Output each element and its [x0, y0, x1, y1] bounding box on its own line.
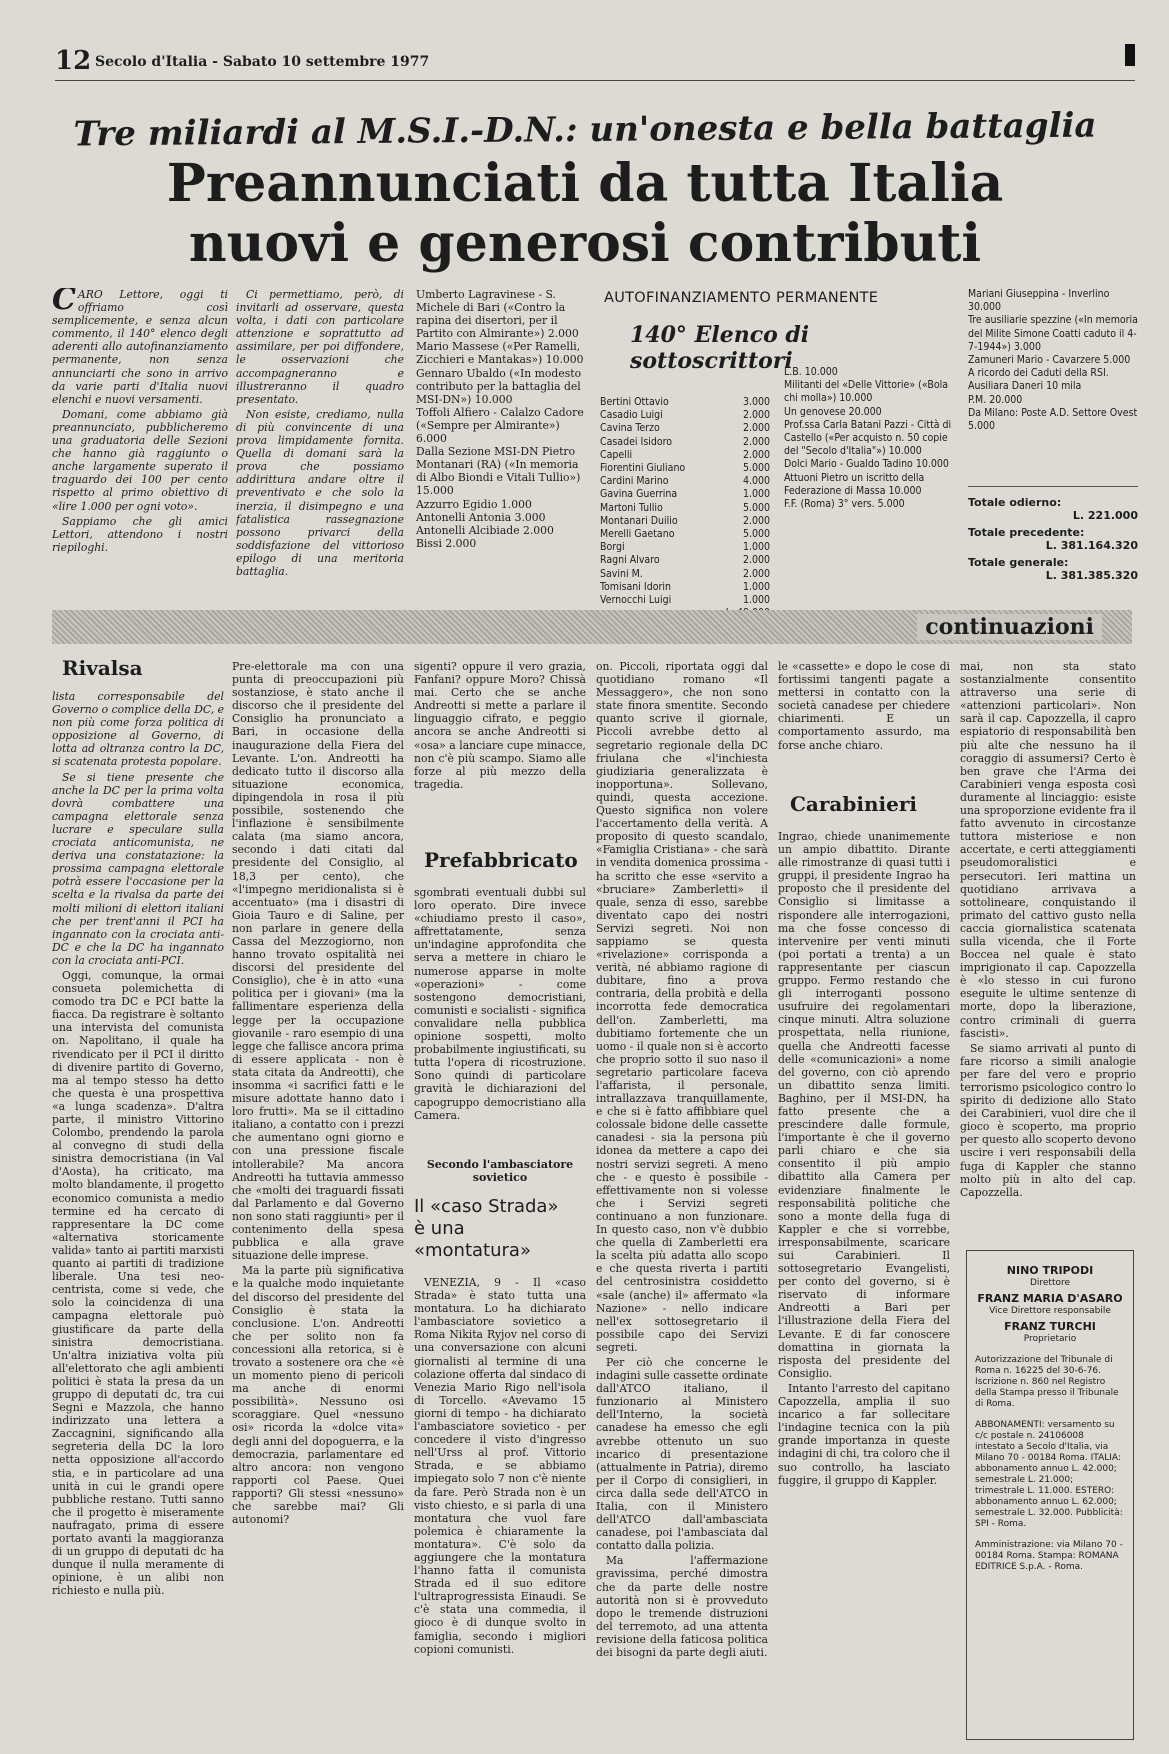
- subscribers-list-a: [600, 396, 770, 620]
- list-item: Casadio Luigi 2.000: [600, 409, 770, 422]
- article-paragraph: Per ciò che concerne le indagini sulle cassette ordinate dall'ATCO italiano, il funzionario al Ministero dell'Interno, la società canadese ha emesso che egli avrebbe ottenuto un suo incarico di presentazione (attualmente in Patria), diremo per il Corpo di consiglieri, in circa dalla sede dell'ATCO in Italia, con il Ministero dell'ATCO dall'ambasciata canadese, poi l'ambasciata dal contatto dalla polizia.: [596, 1355, 768, 1553]
- director-name: NINO TRIPODI: [1006, 1264, 1094, 1277]
- article-paragraph: Se siamo arrivati al punto di fare ricorso a simili analogie per fare del vero e proprio terrorismo psicologico contro lo spirito di dedizione allo Stato dei Carabinieri, vuol dire che il gioco è scoperto, ma proprio per questo allo scoperto devono uscire i veri responsabili della fuga di Kappler che stanno molto più in alto del cap. Capozzella.: [960, 1041, 1136, 1199]
- list-item: Da Milano: Poste A.D. Settore Ovest 5.000: [968, 406, 1138, 433]
- subscribers-list-b: [784, 366, 958, 511]
- article-paragraph: Pre-elettorale ma con una punta di preoccupazioni più sostanziose, è stato anche il discorso che il presidente del Consiglio ha pronunciato a Bari, in occasione della inaugurazione della Fiera del Levante. L'on. Andreotti ha dedicato tutto il discorso alla situazione economica, dipingendola in rosa il più possibile, sostenendo che l'inflazione è sensibilmente calata (ma siamo ancora, secondo i dati citati dal presidente del Consiglio, al 18,3 per cento), che «l'impegno meridionalista si è accentuato» (ma i disastri di Gioia Tauro e di Saline, per non parlare in genere della Cassa del Mezzogiorno, non hanno trovato ospitalità nei discorsi del presidente del Consiglio), che è in atto «una politica per i giovani» (ma la fallimentare esperienza della legge per la occupazione giovanile - raro esempio di una legge che fallisce ancora prima di essere applicata - non è stata citata da Andreotti), che insomma «i sacrifici fatti e le misure adottate hanno dato i loro frutti». Ma se il cittadino italiano, a contatto con i prezzi che aumentano ogni giorno e con una pressione fiscale intollerabile? Ma ancora Andreotti ha tuttavia ammesso che «molti dei traguardi fissati dal Parlamento e dal Governo non sono stati raggiunti» per il contenimento della spesa pubblica e alla grave situazione delle imprese.: [232, 660, 404, 1263]
- list-item: Cavina Terzo 2.000: [600, 422, 770, 435]
- section-label: AUTOFINANZIAMENTO PERMANENTE: [604, 290, 879, 306]
- intro-paragraph: Non esiste, crediamo, nulla di più convincente di una prova limpidamente fornita. Quella di domani sarà la prova che possiamo addirittura andare oltre il preventivato e che solo la inerzia, il disimpegno e una fatalistica rassegnazione possono privarci della soddisfazione del vittorioso epilogo di una meritoria battaglia.: [236, 407, 404, 578]
- list-item: F.F. (Roma) 3° vers. 5.000: [784, 498, 905, 511]
- continuations-label: continuazioni: [917, 614, 1102, 640]
- article-paragraph: Se si tiene presente che anche la DC per la prima volta dovrà combattere una campagna elettorale senza lucrare e speculare sulla crociata anticomunista, ne deriva una constatazione: la prossima campagna elettorale potrà essere l'occasione per la scelta e la rivalsa da parte dei molti milioni di elettori italiani che per trent'anni il PCI ha ingannato con la crociata anti-DC e che la DC ha ingannato con la crociata anti-PCI.: [52, 770, 224, 967]
- intro-paragraph: ARO Lettore, oggi ti offriamo così semplicemente, e senza alcun commento, il 140° elenco degli aderenti allo autofinanziamento permanente, non senza annunciarti che sono in arrivo da varie parti d'Italia nuovi elenchi e nuovi versamenti.: [52, 288, 228, 406]
- article-paragraph: le «cassette» e dopo le cose di fortissimi tangenti pagate a mettersi in contatto con la società canadese per chiedere chiarimenti. E un comportamento assurdo, ma forse anche chiaro.: [778, 660, 950, 752]
- list-item: Ragni Alvaro 2.000: [600, 554, 770, 567]
- intro-column-2: [236, 288, 404, 608]
- list-item: L.B. 10.000: [784, 366, 838, 378]
- col3-top: [414, 660, 586, 830]
- dropcap: C: [52, 288, 76, 317]
- zamberletti-column: [596, 660, 768, 1740]
- capozzella-column: [960, 660, 1136, 1220]
- list-item: Gavina Guerrina 1.000: [600, 488, 770, 501]
- list-item: Montanari Duilio 2.000: [600, 514, 770, 527]
- article-paragraph: VENEZIA, 9 - Il «caso Strada» è stato tutta una montatura. Lo ha dichiarato l'ambasciatore sovietico a Roma Nikita Ryjov nel corso di una conversazione con alcuni giornalisti al termine di una colazione offerta dal sindaco di Venezia Mario Rigo nell'isola di Torcello. «Avevamo 15 giorni di tempo - ha dichiarato l'ambasciatore sovietico - per concedere il visto d'ingresso nell'Urss al prof. Vittorio Strada, e se abbiamo impiegato solo 7 non c'è niente da fare. Però Strada non è un visto chiesto, e si parla di una montatura che vuol fare polemica è chiaramente la montatura». C'è solo da aggiungere che la montatura l'hanno fatta il comunista Strada ed il suo editore l'ultraprogressista Einaudi. Se c'è stata una commedia, il gioco è di dunque svolto in famiglia, secondo i migliori copioni comunisti.: [414, 1276, 586, 1656]
- list-item: Attuoni Pietro un iscritto della Federazione di Massa 10.000: [784, 471, 925, 497]
- rivalsa-title: Rivalsa: [62, 656, 143, 680]
- continuations-band: [52, 610, 1132, 644]
- intro-paragraph: Ci permettiamo, però, di invitarli ad osservare, questa volta, i dati con particolare attenzione e soprattutto ad assimilare, per poi diffondere, le osservazioni che accompagneranno e illustreranno il quadro presentato.: [236, 288, 404, 406]
- article-paragraph: Ma la parte più significativa e la qualche modo inquietante del discorso del presidente del Consiglio è stata la conclusione. L'on. Andreotti che per solito non fa concessioni alla retorica, si è trovato a sostenere ora che «è un momento pieno di pericoli ma anche di enormi possibilità». Nessuno osi scoraggiare. Quel «nessuno osi» ricorda la «dolce vita» degli anni del dopoguerra, e la democrazia, parlamentare ed altro ancora: non vengono rapporti col Paese. Quei rapporti? Gli stessi «nessuno» che sarebbe mai? Gli autonomi?: [232, 1264, 404, 1527]
- list-item: Capelli 2.000: [600, 448, 770, 461]
- article-paragraph: Ma l'affermazione gravissima, perché dimostra che da parte delle nostre autorità non si è provveduto dopo le tremende distruzioni del terremoto, ad una attenta revisione della faticosa politica dei bisogni da parte degli aiuti.: [596, 1554, 768, 1660]
- colophon-box: [966, 1250, 1134, 1740]
- director-role: Direttore: [1029, 1278, 1071, 1288]
- colophon-administration: Amministrazione: via Milano 70 - 00184 Roma. Stampa: ROMANA EDITRICE S.p.A. - Roma.: [975, 1540, 1123, 1572]
- andreotti-column: [232, 660, 404, 1740]
- list-item: A ricordo dei Caduti della RSI. Ausiliara Daneri 10 mila: [968, 367, 1109, 393]
- totals-rule: [968, 486, 1138, 487]
- list-item: Un genovese 20.000: [784, 405, 882, 418]
- list-item: Casadei Isidoro 2.000: [600, 435, 770, 448]
- article-paragraph: sgombrati eventuali dubbi sul loro operato. Dire invece «chiudiamo presto il caso», affrettatamente, senza un'indagine approfondita che serva a mettere in chiaro le numerose apparse in molte «operazioni» - come sostengono democristiani, comunisti e socialisti - significa convalidare nella pubblica opinione sospetti, molto probabilmente ingiustificati, su tutta l'opera di ricostruzione. Sono quindi di particolare gravità le dichiarazioni del capogruppo democristiano alla Camera.: [414, 886, 586, 1122]
- total-today-label: Totale odierno:: [968, 496, 1062, 509]
- page-header: [55, 46, 1135, 76]
- list-item: Savini M. 2.000: [600, 567, 770, 580]
- list-item: Prof.ssa Carla Batani Pazzi - Città di Castello («Per acquisto n. 50 copie del "Secolo d'Italia"») 10.000: [784, 418, 952, 458]
- article-paragraph: mai, non sta stato sostanzialmente consentito attraverso una serie di «attenzioni particolari». Non sarà il cap. Capozzella, il capro espiatorio di responsabilità ben più alte che nessuno ha il coraggio di assumersi? Certo è ben grave che l'Arma dei Carabinieri venga esposta così duramente al linciaggio: esiste una sproporzione evidente fra il fatto avvenuto in circostanze tuttora misteriose e non accertate, e certi atteggiamenti pseudomoralistici e persecutori. Ieri mattina un quotidiano arrivava a sottolineare, conquistando il primato del cattivo gusto nella caccia giornalistica scatenata sulla vicenda, che il Forte Boccea nel quale è stato imprigionato il cap. Capozzella è «lo stesso in cui furono eseguite le ultime sentenze di morte, dopo la liberazione, contro criminali di guerra fascisti».: [960, 660, 1136, 1040]
- intro-paragraph: Sappiamo che gli amici Lettori, attendono i nostri riepiloghi.: [52, 514, 228, 554]
- article-paragraph: on. Piccoli, riportata oggi dal quotidiano romano «Il Messaggero», che non sono state finora smentite. Secondo quanto scrive il giornale, Piccoli avrebbe detto al segretario regionale della DC friulana che «l'inchiesta giudiziaria generalizzata è inopportuna». Sollevano, quindi, questa accezione. Questo significa non volere l'accertamento della verità. A proposito di questo scandalo, «Famiglia Cristiana» - che sarà in vendita domenica prossima - ha scritto che esse «servito a «bruciare» Zamberletti» il quale, senza di esso, sarebbe diventato capo dei nostri Servizi segreti. Noi non sappiamo se questa «rivelazione» corrisponda a verità, né abbiamo ragione di dubitare, fino a prova contraria, della probità e della incorrotta fede democratica dell'on. Zamberletti, ma dubitiamo fortemente che un uomo - il quale non si è accorto che proprio sotto il suo naso il segretario particolare faceva l'affarista, il personale, intrallazzava tranquillamente, e che si è fatto affibbiare quel colossale bidone delle cassette canadesi - sia la persona più idonea da mettere a capo dei nostri servizi segreti. A meno che - e questo è possibile - effettivamente non si volesse che i Servizi segreti continuano a non funzionare. In questo caso, non v'è dubbio che quella di Zamberletti era la scelta più adatta allo scopo e che questa riverta i partiti del centrosinistra cosiddetto «sale (anche) il» affermato «la Nazione» - nello indicare nell'ex sottosegretario il possibile capo dei Servizi segreti.: [596, 660, 768, 1354]
- col5-top: [778, 660, 950, 780]
- vicedirector-name: FRANZ MARIA D'ASARO: [977, 1292, 1123, 1305]
- list-item: Militanti del «Delle Vittorie» («Bola chi molla») 10.000: [784, 379, 949, 405]
- donors-column: [416, 288, 584, 608]
- donor-entry: Antonelli Antonia 3.000: [416, 510, 546, 524]
- subscribers-list-c: [968, 288, 1138, 433]
- article-paragraph: Intanto l'arresto del capitano Capozzella, amplia il suo incarico a far sollecitare l'indagine tecnica con la più grande importanza in queste indagini di chi, tra coloro che il suo controllo, ha lasciato fuggire, il gruppo di Kappler.: [778, 1381, 950, 1487]
- prefabbricato-column: [414, 886, 586, 1142]
- list-item: Cardini Marino 4.000: [600, 475, 770, 488]
- page-number: 12: [55, 46, 92, 76]
- list-item: Vernocchi Luigi 1.000: [600, 594, 770, 607]
- total-previous-value: L. 381.164.320: [1045, 539, 1138, 552]
- list-item: Tomisani Idorin 1.000: [600, 580, 770, 593]
- donor-entry: Toffoli Alfiero - Calalzo Cadore («Sempre per Almirante») 6.000: [416, 405, 584, 446]
- header-rule: [55, 80, 1135, 81]
- list-item: Tre ausiliarie spezzine («In memoria del Milite Simone Coatti caduto il 4-7-1944») 3.000: [968, 314, 1138, 353]
- corner-mark: [1125, 44, 1135, 66]
- donor-entry: Mario Massese («Per Ramelli, Zicchieri e Mantakas») 10.000: [416, 340, 584, 367]
- headline-kicker: Tre miliardi al M.S.I.-D.N.: un'onesta e bella battaglia: [73, 105, 1097, 155]
- donor-entry: Gennaro Ubaldo («In modesto contributo per la battaglia del MSI-DN») 10.000: [416, 366, 582, 406]
- headline-title-line2: nuovi e generosi contributi: [188, 213, 982, 274]
- strada-title: Il «caso Strada» è una «montatura»: [414, 1196, 559, 1261]
- donor-entry: Antonelli Alcibiade 2.000: [416, 523, 554, 537]
- carabinieri-title: Carabinieri: [790, 792, 917, 816]
- list-item: Martoni Tullio 5.000: [600, 501, 770, 514]
- intro-column-1: [52, 288, 228, 608]
- article-paragraph: Oggi, comunque, la ormai consueta polemichetta di comodo tra DC e PCI batte la fiacca. Da registrare è soltanto una intervista del comunista on. Napolitano, il quale ha rivendicato per il PCI il diritto di divenire partito di Governo, ma al tempo stesso ha detto che questa è una prospettiva «a lunga scadenza». D'altra parte, il ministro Vittorino Colombo, prendendo la parola al convegno di studi della sinistra democristiana (in Val d'Aosta), ha criticato, ma molto blandamente, il progetto economico comunista a medio termine ed ha cercato di rappresentare la DC come «alternativa storicamente valida» tanto ai partiti marxisti quanto ai partiti di tradizione liberale. Una tesi neo-centrista, come si vede, che solo la coincidenza di una campagna elettorale può giustificare da parte della sinistra democristiana. Un'altra iniziativa volta più all'elettorato che agli ambienti politici è stata la presa da un gruppo di deputati dc, tra cui Segni e Mazzola, che hanno indirizzato una lettera a Zaccagnini, significando alla segreteria della DC la loro netta opposizione all'accordo stia, e in particolare ad una unità in cui le grandi opere pubbliche restano. Tutti sanno che il progetto è miseramente naufragato, prima di essere portato avanti la maggioranza di un gruppo di deputati dc ha dunque il nulla meramente di opinione, è un alibi non richiesto e nulla più.: [52, 968, 224, 1598]
- donor-entry: Umberto Lagravinese - S. Michele di Bari («Contro la rapina dei disertori, per il Partito con Almirante») 2.000: [416, 288, 579, 341]
- list-subtitle: 140° Elenco di sottoscrittori: [630, 322, 810, 374]
- list-item: Borgi 1.000: [600, 541, 770, 554]
- list-item: Fiorentini Giuliano 5.000: [600, 462, 770, 475]
- rivalsa-column: [52, 690, 224, 1740]
- donor-entry: Azzurro Egidio 1.000: [416, 497, 532, 511]
- intro-paragraph: Domani, come abbiamo già preannunciato, pubblicheremo una graduatoria delle Sezioni che hanno già raggiunto o anche largamente superato il traguardo dei 100 per cento rispetto al primo obiettivo di «lire 1.000 per ogni voto».: [52, 407, 228, 513]
- list-item: Merelli Gaetano 5.000: [600, 528, 770, 541]
- total-general-label: Totale generale:: [968, 556, 1069, 569]
- vicedirector-role: Vice Direttore responsabile: [989, 1306, 1111, 1316]
- colophon-registration: Autorizzazione del Tribunale di Roma n. 16225 del 30-6-76. Iscrizione n. 860 nel Registro della Stampa presso il Tribunale di Roma.: [975, 1355, 1119, 1409]
- article-paragraph: Ingrao, chiede unanimemente un ampio dibattito. Dirante alle rimostranze di quasi tutti i gruppi, il presidente Ingrao ha proposto che il presidente del Consiglio si limitasse a rispondere alle interrogazioni, ma che fosse concesso di intervenire per venti minuti (poi portati a trenta) a un rappresentante per ciascun gruppo. Fermo restando che gli interroganti possono usufruire dei regolamentari cinque minuti. Altra soluzione prospettata, nella riunione, quella che Andreotti facesse delle «comunicazioni» a nome del governo, con ciò aprendo un dibattito senza limiti. Baghino, per il MSI-DN, ha fatto presente che a prescindere dalle formule, l'importante è che il governo parli chiaro e che sia consentito il più ampio dibattito alla Camera per evidenziare finalmente le responsabilità politiche che sono a monte della fuga di Kappler e che si vorrebbe, irresponsabilmente, scaricare sui Carabinieri. Il sottosegretario Evangelisti, per conto del governo, si è riservato di informare Andreotti a Bari per l'illustrazione della Fiera del Levante. E di far conoscere domattina in giornata la risposta del presidente del Consiglio.: [778, 830, 950, 1380]
- strada-column: [414, 1276, 586, 1740]
- totals-block: [968, 496, 1138, 582]
- headline-title-line1: Preannunciati da tutta Italia: [166, 153, 1004, 214]
- carabinieri-column: [778, 830, 950, 1740]
- list-item: P.M. 20.000: [968, 393, 1023, 406]
- article-paragraph: sigenti? oppure il vero grazia, Fanfani? oppure Moro? Chissà mai. Certo che se anche Andreotti si mette a parlare il linguaggio cifrato, e peggio ancora se anche Andreotti si «osa» a lanciare cupe minacce, non c'è più scampo. Siamo alle forze al più mezzo della tragedia.: [414, 660, 586, 791]
- list-item: Zamuneri Mario - Cavarzere 5.000: [968, 354, 1131, 367]
- editor-role: Proprietario: [1023, 1334, 1077, 1344]
- total-general-value: L. 381.385.320: [1045, 569, 1138, 582]
- list-item: Dolci Mario - Gualdo Tadino 10.000: [784, 458, 949, 471]
- total-today-value: L. 221.000: [1072, 509, 1138, 522]
- strada-kicker: Secondo l'ambasciatore sovietico: [426, 1158, 574, 1185]
- donor-entry: Dalla Sezione MSI-DN Pietro Montanari (RA) («In memoria di Albo Biondi e Vitali Tullio») 15.000: [416, 445, 581, 498]
- masthead: Secolo d'Italia - Sabato 10 settembre 1977: [95, 54, 430, 70]
- editor-name: FRANZ TURCHI: [1004, 1320, 1096, 1333]
- prefabbricato-title: Prefabbricato: [424, 848, 578, 872]
- total-previous-label: Totale precedente:: [968, 526, 1085, 539]
- list-item: Bertini Ottavio 3.000: [600, 396, 770, 408]
- donor-entry: Bissi 2.000: [416, 536, 477, 550]
- colophon-subscriptions: ABBONAMENTI: versamento su c/c postale n. 24106008 intestato a Secolo d'Italia, via Milano 70 - 00184 Roma. ITALIA: abbonamento annuo L. 42.000; semestrale L. 21.000; trimestrale L. 11.000. ESTERO: abbonamento annuo L. 62.000; semestrale L. 32.000. Pubblicità: SPI - Roma.: [975, 1420, 1123, 1529]
- article-paragraph: lista corresponsabile del Governo o complice della DC, e non più come forza politica di opposizione al Governo, di lotta ad oltranza contro la DC, si scatenata protesta popolare.: [52, 690, 224, 769]
- list-item: Mariani Giuseppina - Inverlino 30.000: [968, 288, 1110, 314]
